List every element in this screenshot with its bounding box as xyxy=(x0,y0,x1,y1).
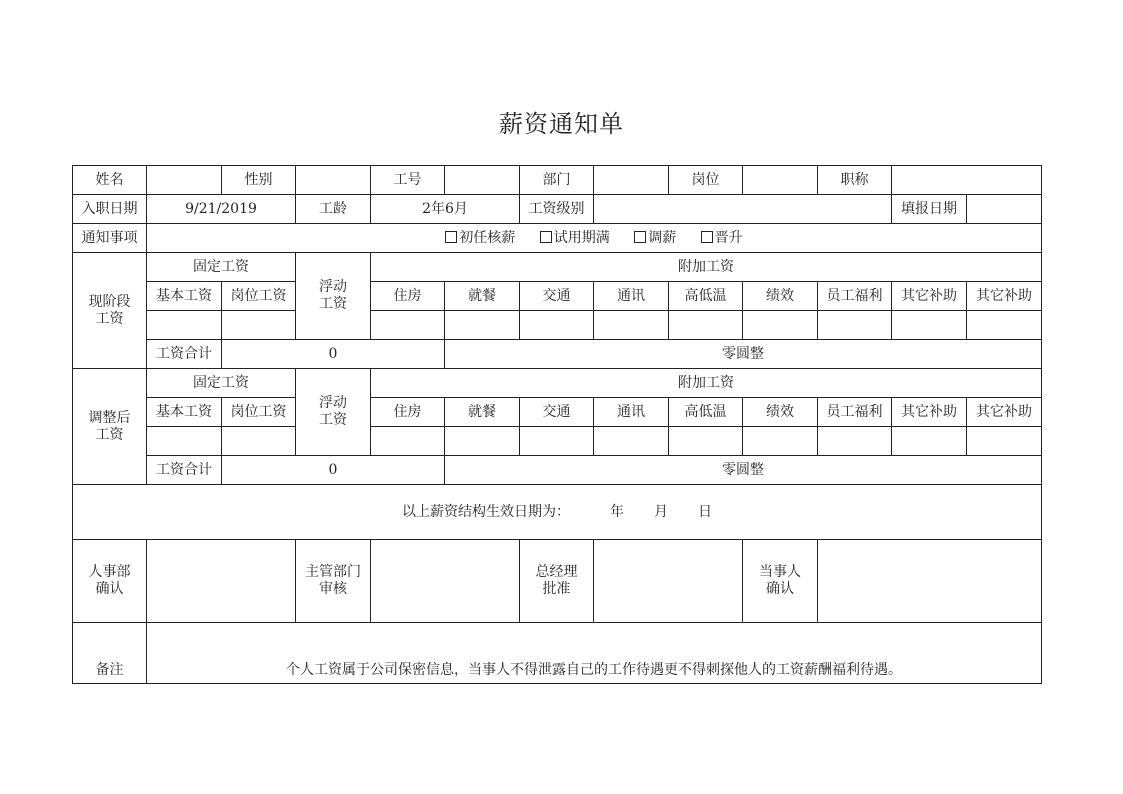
value-cell[interactable] xyxy=(222,427,296,456)
seniority-field[interactable]: 2年6月 xyxy=(371,195,520,224)
rank-field[interactable] xyxy=(892,166,1042,195)
value-cell[interactable] xyxy=(967,427,1042,456)
col-other-allowance-1: 其它补助 xyxy=(892,282,967,311)
adjusted-salary-label: 调整后 工资 xyxy=(73,369,147,485)
option-initial-salary[interactable]: 初任核薪 xyxy=(445,230,515,246)
option-salary-adjust[interactable]: 调薪 xyxy=(634,230,676,246)
current-columns-row xyxy=(73,282,1042,311)
adjusted-float-label: 浮动 工资 xyxy=(296,369,371,456)
value-cell[interactable] xyxy=(520,427,594,456)
value-cell[interactable] xyxy=(445,427,520,456)
party-confirm-label: 当事人 确认 xyxy=(743,540,818,623)
value-cell[interactable] xyxy=(445,311,520,340)
manager-review-field[interactable] xyxy=(371,540,520,623)
value-cell[interactable] xyxy=(743,311,818,340)
col-housing: 住房 xyxy=(371,282,445,311)
current-total-value: 0 xyxy=(222,340,445,369)
checkbox-icon[interactable] xyxy=(445,231,457,243)
manager-review-label: 主管部门 审核 xyxy=(296,540,371,623)
checkbox-icon[interactable] xyxy=(540,231,552,243)
col-welfare: 员工福利 xyxy=(818,282,892,311)
department-label: 部门 xyxy=(520,166,594,195)
checkbox-icon[interactable] xyxy=(634,231,646,243)
hr-confirm-field[interactable] xyxy=(147,540,296,623)
position-label: 岗位 xyxy=(669,166,743,195)
remarks-label: 备注 xyxy=(73,623,147,684)
value-cell[interactable] xyxy=(147,427,222,456)
salary-grade-label: 工资级别 xyxy=(520,195,594,224)
effective-date-text: 以上薪资结构生效日期为： xyxy=(402,503,570,520)
position-field[interactable] xyxy=(743,166,818,195)
hire-date-label: 入职日期 xyxy=(73,195,147,224)
current-header-row xyxy=(73,253,1042,282)
checkbox-icon[interactable] xyxy=(701,231,713,243)
adjusted-total-words: 零圆整 xyxy=(445,456,1042,485)
value-cell[interactable] xyxy=(371,427,445,456)
col-meals: 就餐 xyxy=(445,398,520,427)
adjusted-total-label: 工资合计 xyxy=(147,456,222,485)
col-other-allowance-1: 其它补助 xyxy=(892,398,967,427)
col-basic-salary: 基本工资 xyxy=(147,398,222,427)
value-cell[interactable] xyxy=(743,427,818,456)
fill-date-field[interactable] xyxy=(967,195,1042,224)
value-cell[interactable] xyxy=(892,427,967,456)
fill-date-label: 填报日期 xyxy=(892,195,967,224)
effective-date-row xyxy=(73,485,1042,540)
value-cell[interactable] xyxy=(669,311,743,340)
gm-approve-label: 总经理 批准 xyxy=(520,540,594,623)
col-performance: 绩效 xyxy=(743,282,818,311)
col-communication: 通讯 xyxy=(594,398,669,427)
value-cell[interactable] xyxy=(818,311,892,340)
effective-year: 年 xyxy=(610,503,624,520)
notice-options xyxy=(147,224,1042,253)
remarks-text: 个人工资属于公司保密信息，当事人不得泄露自己的工作待遇更不得刺探他人的工资薪酬福利待遇。 xyxy=(147,623,1042,684)
value-cell[interactable] xyxy=(818,427,892,456)
employee-id-field[interactable] xyxy=(445,166,520,195)
current-values-row xyxy=(73,311,1042,340)
info-row-2 xyxy=(73,195,1042,224)
hr-confirm-label: 人事部 确认 xyxy=(73,540,147,623)
value-cell[interactable] xyxy=(147,311,222,340)
value-cell[interactable] xyxy=(967,311,1042,340)
salary-grade-field[interactable] xyxy=(594,195,892,224)
name-field[interactable] xyxy=(147,166,222,195)
adjusted-total-value: 0 xyxy=(222,456,445,485)
col-temperature: 高低温 xyxy=(669,282,743,311)
option-promotion[interactable]: 晋升 xyxy=(701,230,743,246)
col-housing: 住房 xyxy=(371,398,445,427)
col-position-salary: 岗位工资 xyxy=(222,282,296,311)
gm-approve-field[interactable] xyxy=(594,540,743,623)
employee-id-label: 工号 xyxy=(371,166,445,195)
value-cell[interactable] xyxy=(594,311,669,340)
info-row-1 xyxy=(73,166,1042,195)
gender-field[interactable] xyxy=(296,166,371,195)
remarks-row xyxy=(73,623,1042,684)
col-meals: 就餐 xyxy=(445,282,520,311)
col-performance: 绩效 xyxy=(743,398,818,427)
col-other-allowance-2: 其它补助 xyxy=(967,282,1042,311)
effective-day: 日 xyxy=(698,503,712,520)
current-total-row xyxy=(73,340,1042,369)
col-temperature: 高低温 xyxy=(669,398,743,427)
col-transport: 交通 xyxy=(520,282,594,311)
current-total-words: 零圆整 xyxy=(445,340,1042,369)
seniority-label: 工龄 xyxy=(296,195,371,224)
notice-row xyxy=(73,224,1042,253)
current-float-label: 浮动 工资 xyxy=(296,253,371,340)
value-cell[interactable] xyxy=(371,311,445,340)
col-transport: 交通 xyxy=(520,398,594,427)
col-welfare: 员工福利 xyxy=(818,398,892,427)
adjusted-columns-row xyxy=(73,398,1042,427)
name-label: 姓名 xyxy=(73,166,147,195)
page-title: 薪资通知单 xyxy=(499,110,624,138)
effective-month: 月 xyxy=(654,503,668,520)
salary-notice-form xyxy=(72,165,1042,684)
value-cell[interactable] xyxy=(520,311,594,340)
effective-date-cell xyxy=(73,485,1042,540)
current-fixed-label: 固定工资 xyxy=(147,253,296,282)
adjusted-fixed-label: 固定工资 xyxy=(147,369,296,398)
department-field[interactable] xyxy=(594,166,669,195)
option-probation-end[interactable]: 试用期满 xyxy=(540,230,610,246)
party-confirm-field[interactable] xyxy=(818,540,1042,623)
col-other-allowance-2: 其它补助 xyxy=(967,398,1042,427)
adjusted-total-row xyxy=(73,456,1042,485)
hire-date-field[interactable]: 9/21/2019 xyxy=(147,195,296,224)
adjusted-header-row xyxy=(73,369,1042,398)
col-basic-salary: 基本工资 xyxy=(147,282,222,311)
adjusted-additional-label: 附加工资 xyxy=(371,369,1042,398)
current-total-label: 工资合计 xyxy=(147,340,222,369)
current-salary-label: 现阶段 工资 xyxy=(73,253,147,369)
current-additional-label: 附加工资 xyxy=(371,253,1042,282)
col-position-salary: 岗位工资 xyxy=(222,398,296,427)
adjusted-values-row xyxy=(73,427,1042,456)
value-cell[interactable] xyxy=(222,311,296,340)
rank-label: 职称 xyxy=(818,166,892,195)
value-cell[interactable] xyxy=(594,427,669,456)
notice-label: 通知事项 xyxy=(73,224,147,253)
value-cell[interactable] xyxy=(669,427,743,456)
signature-row xyxy=(73,540,1042,623)
gender-label: 性别 xyxy=(222,166,296,195)
value-cell[interactable] xyxy=(892,311,967,340)
col-communication: 通讯 xyxy=(594,282,669,311)
